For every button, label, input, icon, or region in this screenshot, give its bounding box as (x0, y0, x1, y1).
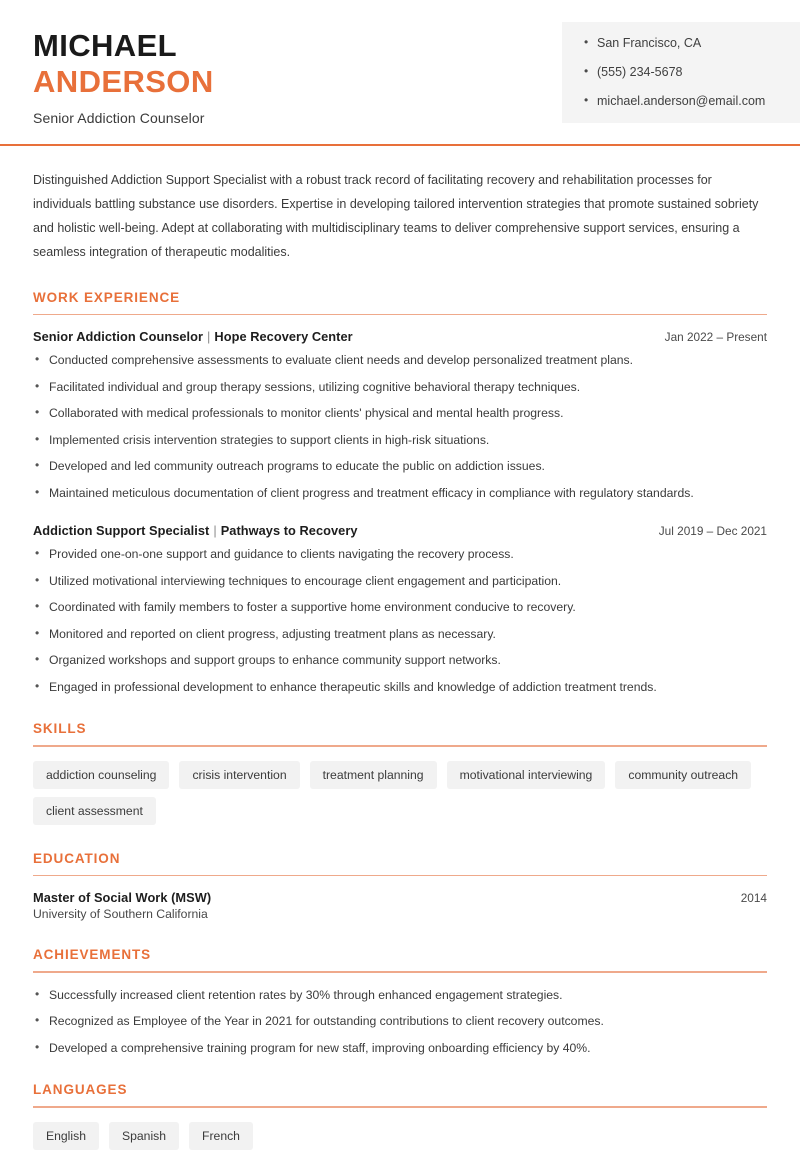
education-entry-header (33, 890, 767, 905)
section-divider-skills (33, 745, 767, 747)
skill-pill: addiction counseling (33, 761, 169, 789)
skill-pill: motivational interviewing (447, 761, 606, 789)
education-entry (33, 890, 767, 921)
contact-item-phone (584, 65, 784, 80)
header-identity (0, 22, 214, 126)
list-item: • Coordinated with family members to foster a supportive home environment conducive to recovery. (33, 599, 767, 615)
list-item: • Recognized as Employee of the Year in 2021 for outstanding contributions to client recovery outcomes. (33, 1013, 767, 1029)
section-title-achievements: ACHIEVEMENTS (33, 947, 152, 963)
work-entry-bullets (33, 352, 767, 501)
work-entry-date: Jan 2022 – Present (664, 330, 767, 345)
last-name: ANDERSON (33, 63, 214, 99)
list-item: • Collaborated with medical professionals to monitor clients' physical and mental health progress. (33, 405, 767, 421)
education-school: University of Southern California (33, 907, 208, 922)
section-divider-education (33, 875, 767, 877)
header-divider (0, 144, 800, 146)
education-degree: Master of Social Work (MSW) (33, 890, 212, 906)
contact-phone-text: (555) 234-5678 (597, 65, 683, 79)
skill-pill: treatment planning (310, 761, 437, 789)
title-separator: | (213, 523, 217, 539)
title-separator: | (207, 329, 211, 345)
section-title-work-experience: WORK EXPERIENCE (33, 289, 181, 305)
section-achievements (33, 947, 767, 1056)
section-title-skills: SKILLS (33, 721, 87, 737)
first-name: MICHAEL (33, 28, 178, 63)
section-title-education: EDUCATION (33, 850, 121, 866)
list-item: • Organized workshops and support groups to enhance community support networks. (33, 652, 767, 668)
list-item: • Utilized motivational interviewing techniques to encourage client engagement and participation. (33, 573, 767, 589)
skills-pill-row (33, 761, 767, 825)
skill-pill: client assessment (33, 797, 156, 825)
list-item: • Successfully increased client retention rates by 30% through enhanced engagement strategies. (33, 987, 767, 1003)
section-title-languages: LANGUAGES (33, 1082, 128, 1097)
section-divider-work-experience (33, 314, 767, 316)
skill-pill: crisis intervention (179, 761, 299, 789)
contact-location-text: San Francisco, CA (597, 36, 702, 50)
work-entry-role: Addiction Support Specialist (33, 523, 210, 539)
section-divider-languages (33, 1106, 767, 1108)
language-pill: French (189, 1122, 253, 1150)
work-entry-header (33, 523, 767, 538)
list-item: • Developed and led community outreach programs to educate the public on addiction issues. (33, 458, 767, 474)
contact-list (584, 36, 784, 109)
skill-pill: community outreach (615, 761, 751, 789)
section-work-experience (33, 290, 767, 695)
resume-header (0, 0, 800, 126)
language-pill: Spanish (109, 1122, 179, 1150)
language-pill: English (33, 1122, 99, 1150)
list-item: • Provided one-on-one support and guidance to clients navigating the recovery process. (33, 546, 767, 562)
contact-item-location (584, 36, 784, 51)
work-entry-company: Hope Recovery Center (214, 329, 353, 345)
contact-info-box (562, 22, 800, 123)
header-job-title: Senior Addiction Counselor (33, 109, 205, 126)
section-education (33, 851, 767, 922)
list-item: • Engaged in professional development to enhance therapeutic skills and knowledge of addiction treatment trends. (33, 679, 767, 695)
list-item: • Developed a comprehensive training program for new staff, improving onboarding efficiency by 40%. (33, 1040, 767, 1056)
list-item: • Conducted comprehensive assessments to evaluate client needs and develop personalized treatment plans. (33, 352, 767, 368)
achievements-list (33, 987, 767, 1056)
list-item: • Facilitated individual and group therapy sessions, utilizing cognitive behavioral therapy techniques. (33, 379, 767, 395)
list-item: • Maintained meticulous documentation of client progress and treatment efficacy in compliance with regulatory standards. (33, 485, 767, 501)
resume-body (0, 168, 800, 1150)
work-entry (33, 523, 767, 695)
section-languages (33, 1082, 767, 1150)
contact-email-text: michael.anderson@email.com (597, 94, 766, 108)
work-entry-bullets (33, 546, 767, 695)
section-skills (33, 721, 767, 825)
section-divider-achievements (33, 971, 767, 973)
work-entry-date: Jul 2019 – Dec 2021 (658, 524, 767, 539)
work-entry-title (33, 523, 358, 538)
work-entry-header (33, 329, 767, 344)
work-entry-title (33, 329, 353, 344)
contact-item-email (584, 94, 784, 109)
work-entry-company: Pathways to Recovery (220, 523, 358, 539)
languages-pill-row (33, 1122, 767, 1150)
list-item: • Monitored and reported on client progress, adjusting treatment plans as necessary. (33, 626, 767, 642)
list-item: • Implemented crisis intervention strategies to support clients in high-risk situations. (33, 432, 767, 448)
work-entry-role: Senior Addiction Counselor (33, 329, 204, 345)
work-entry (33, 329, 767, 501)
education-date: 2014 (740, 891, 767, 906)
professional-summary: Distinguished Addiction Support Specialist with a robust track record of facilitating recovery and rehabilitation processes for individuals battling substance use disorders. Expertise in developing tailored intervention strategies that promote sustained sobriety and holistic well-being. Adept at collaborating with multidisciplinary teams to deliver comprehensive support services, ensuring a seamless integration of therapeutic modalities. (33, 172, 759, 259)
